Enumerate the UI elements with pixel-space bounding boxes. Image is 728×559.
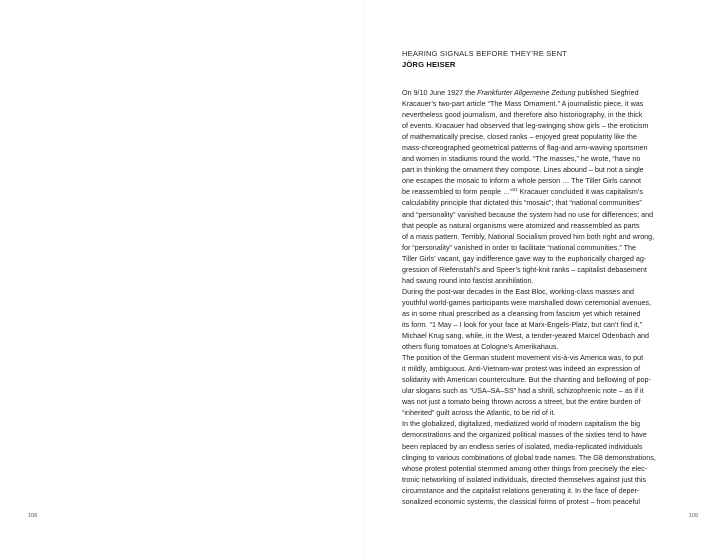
text-line: gression of Riefenstahl’s and Speer’s tight-knit ranks – capitalist debasement (402, 265, 647, 274)
text-line: The position of the German student movement vis-à-vis America was, to put (402, 354, 644, 363)
text-line: part in thinking the ornament they compose. Lines abound – but not a single (402, 166, 644, 175)
text-line: had swung round into fascist annihilation. (402, 276, 534, 285)
text-line: ular slogans such as “USA–SA–SS” had a shrill, schizophrenic note – as if it (402, 387, 644, 396)
text-line: one escapes the mosaic to inform a whole person … The Tiller Girls cannot (402, 177, 642, 186)
text-line: sonalized economic systems, the classical forms of protest – from peaceful (402, 497, 641, 506)
essay-author: JÖRG HEISER (402, 60, 456, 69)
text-line: clinging to various combinations of global trade names. The G8 demonstrations, (402, 453, 656, 462)
text-line: others flung tomatoes at Cologne’s Amerikahaus. (402, 343, 559, 352)
text-line: circumstance and the capitalist relations generating it. In the face of deper- (402, 486, 640, 495)
text-line: as in some ritual prescribed as a cleansing from fascism yet which retained (402, 309, 641, 318)
essay-header (402, 48, 702, 70)
text-line: it mildly, ambiguous. Anti-Vietnam-war protest was indeed an expression of (402, 365, 641, 374)
essay-body (402, 88, 694, 508)
footnote-marker: 01 (512, 187, 518, 193)
left-page-number: 108 (28, 513, 38, 519)
text-line: of a mass pattern. Terribly, National Socialism proved him both right and wrong, (402, 232, 655, 241)
text-line: “inherited” guilt across the Atlantic, to be rid of it. (402, 409, 556, 418)
text-line: its form. “1 May – I look for your face at Marx-Engels-Platz, but can’t find it,” (402, 320, 643, 329)
text-line: and women in stadiums round the world. “The masses,” he wrote, “have no (402, 155, 641, 164)
text-line: Michael Krug sang, while, in the West, a tender-yeared Marcel Odenbach and (402, 332, 650, 341)
text-line: During the post-war decades in the East Bloc, working-class masses and (402, 287, 634, 296)
text-line: for “personality” vanished in order to facilitate “national communities.” The (402, 243, 636, 252)
right-page (364, 0, 728, 559)
text-line: In the globalized, digitalized, mediatized world of modern capitalism the big (402, 420, 641, 429)
text-line: tronic networking of isolated individuals, directed themselves against just this (402, 475, 647, 484)
text-line: Tiller Girls’ vacant, gay indifference gave way to the euphorically charged ag- (402, 254, 647, 263)
text-line: be reassembled to form people …”$^{01}$ Kracauer concluded it was capitalism’s (402, 187, 643, 197)
text-line: was not just a tomato being thrown across a street, but the entire burden of (402, 398, 641, 407)
text-line: Kracauer’s two-part article “The Mass Ornament.” A journalistic piece, it was (402, 100, 644, 109)
text-line: mass-choreographed geometrical patterns of flag-and arm-waving sportsmen (402, 144, 648, 153)
text-line: that people as natural organisms were atomized and reassembled as parts (402, 221, 640, 230)
text-line: demonstrations and the organized political masses of the sixties tend to have (402, 431, 647, 440)
essay-title: HEARING SIGNALS BEFORE THEY’RE SENT (402, 49, 568, 58)
right-page-number: 109 (688, 513, 698, 519)
text-line: On 9/10 June 1927 the Frankfurter Allgemeine Zeitung published Siegfried (402, 89, 639, 97)
text-line: of mathematically precise, closed ranks – enjoyed great popularity like the (402, 133, 637, 142)
text-line: youthful world-games participants were marshalled down ceremonial avenues, (402, 298, 652, 307)
text-line: been replaced by an endless series of isolated, media-replicated individuals (402, 442, 643, 451)
newspaper-title: Frankfurter Allgemeine Zeitung (477, 89, 576, 97)
text-line: nevertheless good journalism, and therefore also historiography, in the thick (402, 111, 643, 120)
text-line: of events. Kracauer had observed that leg-swinging show girls – the eroticism (402, 122, 649, 131)
text-line: and “personality” vanished because the system had no use for differences; and (402, 210, 654, 219)
text-line: calculability principle that dictated this “mosaic”; that “national communities” (402, 199, 642, 208)
text-line: solidarity with American counterculture. But the chanting and bellowing of pop- (402, 376, 651, 385)
text-line: whose protest potential stemmed among other things from precisely the elec- (402, 464, 648, 473)
